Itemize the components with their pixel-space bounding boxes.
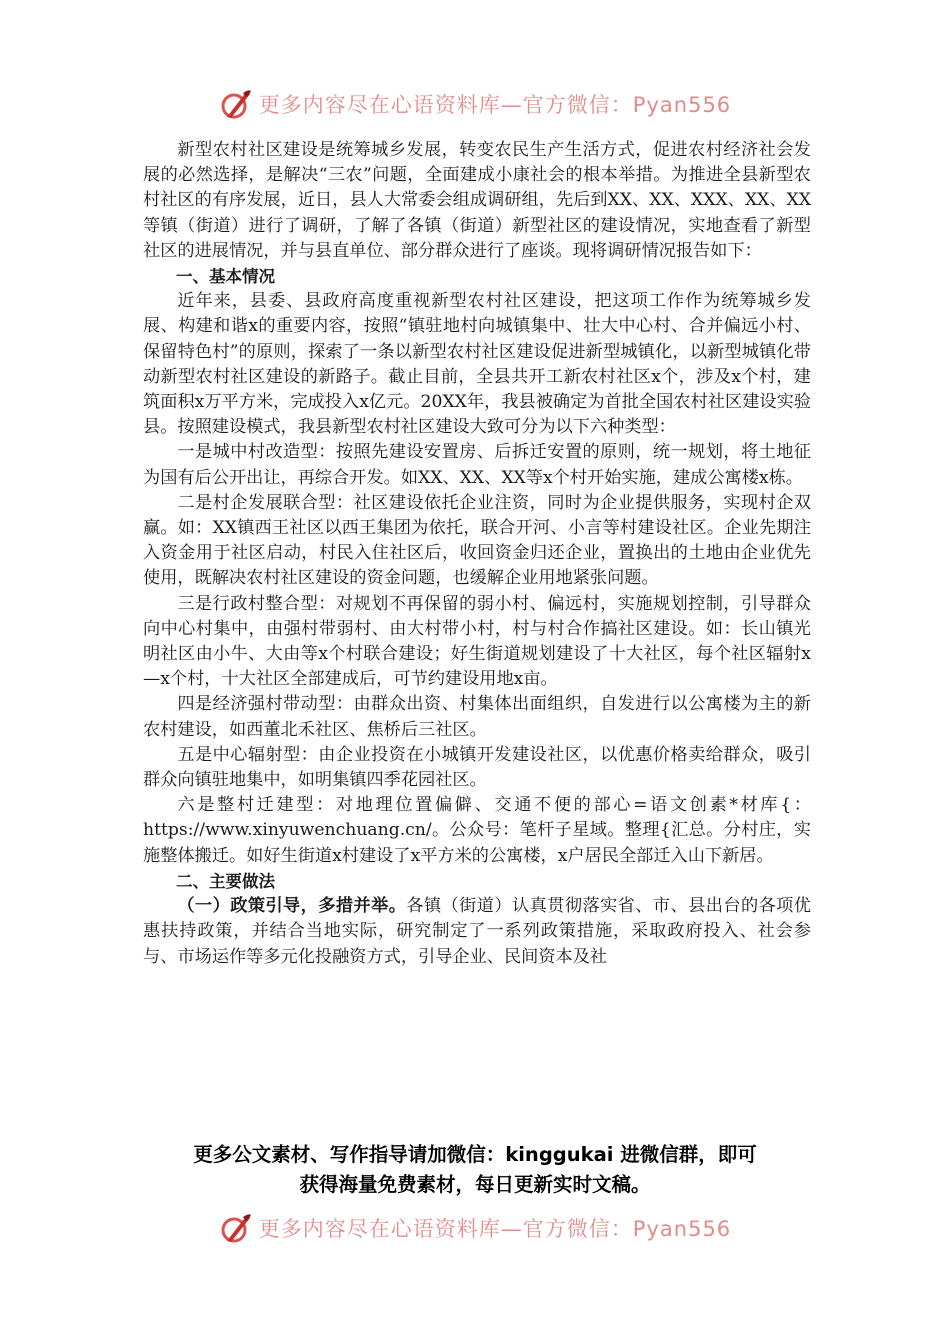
measure-lead: （一）政策引导，多措并举。 [177,896,407,917]
type-paragraph: 五是中心辐射型：由企业投资在小城镇开发建设社区，以优惠价格卖给群众，吸引群众向镇驻地集中，如明集镇四季花园社区。 [143,744,811,791]
promo-notice [120,1140,830,1200]
promo-line: 更多公文素材、写作指导请加微信：kinggukai 进微信群，即可 [193,1143,757,1166]
type-paragraph: 三是行政村整合型：对规划不再保留的弱小村、偏远村，实施规划控制，引导群众向中心村集中，由强村带弱村、由大村带小村，村与村合作搞社区建设。如：长山镇光明社区由小牛、大由等x个村联合建设；好生街道规划建设了十大社区，每个社区辐射x—x个村，十大社区全部建成后，可节约建设用地x亩。 [143,593,811,690]
banner-text: 更多内容尽在心语资料库—官方微信：Pyan556 [258,93,732,117]
type-paragraph: 二是村企发展联合型：社区建设依托企业注资，同时为企业提供服务，实现村企双赢。如：XX镇西王社区以西王集团为依托，联合开河、小言等村建设社区。企业先期注入资金用于社区启动，村民入住社区后，收回资金归还企业，置换出的土地由企业优先使用，既解决农村社区建设的资金问题，也缓解企业用地紧张问题。 [143,492,811,589]
quill-logo-icon [219,87,253,121]
overview-paragraph: 近年来，县委、县政府高度重视新型农村社区建设，把这项工作作为统筹城乡发展、构建和谐x的重要内容，按照“镇驻地村向城镇集中、壮大中心村、合并偏远小村、保留特色村”的原则，探索了一条以新型农村社区建设促进新型城镇化，以新型城镇化带动新型农村社区建设的新路子。截止目前，全县共开工新农村社区x个，涉及x个村，建筑面积x万平方米，完成投入x亿元。20XX年，我县被确定为首批全国农村社区建设实验县。按照建设模式，我县新型农村社区建设大致可分为以下六种类型： [143,291,811,438]
measure-text: 各镇（街道）认真贯彻落实省、市、县出台的各项优惠扶持政策，并结合当地实际，研究制定了一系列政策措施，采取政府投入、社会参与、市场运作等多元化投融资方式，引导企业、民间资本及社 [143,896,811,967]
section-heading: 一、基本情况 [176,267,275,287]
intro-paragraph: 新型农村社区建设是统筹城乡发展，转变农民生产生活方式，促进农村经济社会发展的必然选择，是解决“三农”问题，全面建成小康社会的根本举措。为推进全县新型农村社区的有序发展，近日，县人大常委会组成调研组，先后到XX、XX、XXX、XX、XX等镇（街道）进行了调研，了解了各镇（街道）新型社区的建设情况，实地查看了新型社区的进展情况，并与县直单位、部分群众进行了座谈。现将调研情况报告如下： [143,140,811,261]
quill-logo-icon [219,1211,253,1245]
footer-banner [0,1208,950,1248]
type-paragraph: 四是经济强村带动型：由群众出资、村集体出面组织，自发进行以公寓楼为主的新农村建设，如西董北禾社区、焦桥后三社区。 [143,694,811,740]
document-body [143,138,811,970]
banner-text: 更多内容尽在心语资料库—官方微信：Pyan556 [258,1217,732,1241]
type-paragraph: 一是城中村改造型：按照先建设安置房、后拆迁安置的原则，统一规划，将土地征为国有后公开出让，再综合开发。如XX、XX、XX等x个村开始实施，建成公寓楼x栋。 [143,442,811,488]
promo-line: 获得海量免费素材，每日更新实时文稿。 [299,1173,651,1196]
type-paragraph: 六是整村迁建型：对地理位置偏僻、交通不便的部心=语文创素*材库{：https://www.xinyuwenchuang.cn/。公众号：笔杆子星域。整理{汇总。分村庄，实施整体搬迁。如好生街道x村建设了x平方米的公寓楼，x户居民全部迁入山下新居。 [143,795,811,866]
section-heading: 二、主要做法 [176,871,275,891]
measures-paragraph [143,894,811,970]
header-banner [0,84,950,124]
